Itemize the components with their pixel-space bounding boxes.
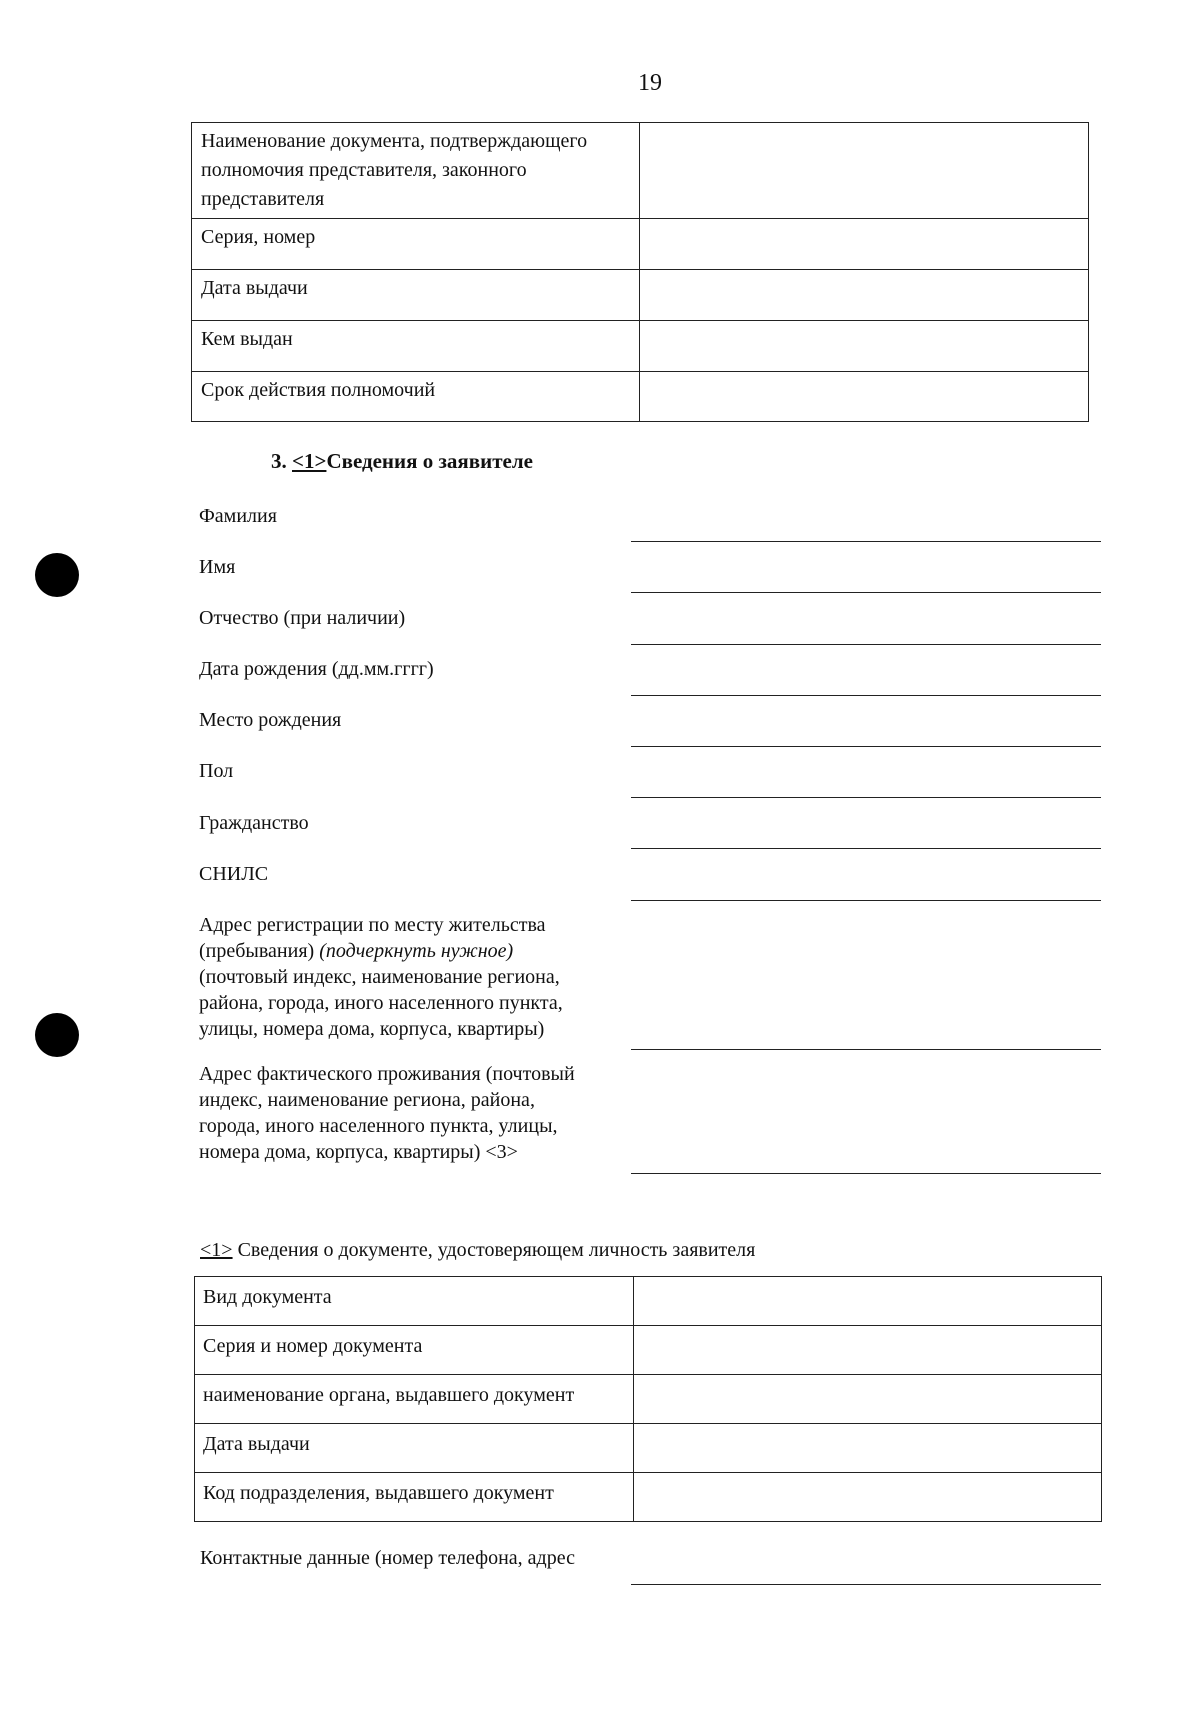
actual-address-line: номера дома, корпуса, квартиры) <3>	[199, 1141, 518, 1163]
registration-address-line: улицы, номера дома, корпуса, квартиры)	[199, 1018, 545, 1040]
sex-label: Пол	[199, 760, 234, 782]
actual-address-line: города, иного населенного пункта, улицы,	[199, 1115, 558, 1137]
table-row	[192, 372, 1089, 422]
surname-label: Фамилия	[199, 505, 277, 527]
registration-address-line: Адрес регистрации по месту жительства	[199, 914, 546, 936]
table-cell-value[interactable]	[640, 270, 1089, 321]
actual-address-field[interactable]	[631, 1173, 1101, 1174]
id-document-table	[194, 1276, 1102, 1522]
registration-address-line: (почтовый индекс, наименование региона,	[199, 966, 560, 988]
page-number: 19	[638, 70, 662, 96]
birth-place-field[interactable]	[631, 746, 1101, 747]
birth-date-label: Дата рождения (дд.мм.гггг)	[199, 658, 434, 680]
citizenship-field[interactable]	[631, 848, 1101, 849]
table-cell-value[interactable]	[640, 372, 1089, 422]
registration-address-field[interactable]	[631, 1049, 1101, 1050]
citizenship-label: Гражданство	[199, 812, 309, 834]
id-document-note-text: Сведения о документе, удостоверяющем личность заявителя	[232, 1239, 756, 1261]
table-row	[192, 270, 1089, 321]
first-name-field[interactable]	[631, 592, 1101, 593]
punch-hole-top	[35, 553, 79, 597]
surname-field[interactable]	[631, 541, 1101, 542]
table-cell-value[interactable]	[634, 1326, 1102, 1375]
actual-address-line: индекс, наименование региона, района,	[199, 1089, 535, 1111]
patronymic-field[interactable]	[631, 644, 1101, 645]
table-cell-label: Наименование документа, подтверждающего полномочия представителя, законного представителя	[192, 123, 640, 219]
table-row	[195, 1326, 1102, 1375]
birth-place-label: Место рождения	[199, 709, 342, 731]
patronymic-label: Отчество (при наличии)	[199, 607, 406, 629]
table-row	[195, 1424, 1102, 1473]
table-cell-label: наименование органа, выдавшего документ	[195, 1375, 634, 1424]
table-cell-label: Дата выдачи	[192, 270, 640, 321]
table-cell-value[interactable]	[634, 1473, 1102, 1522]
sex-field[interactable]	[631, 797, 1101, 798]
table-cell-label: Серия, номер	[192, 219, 640, 270]
snils-field[interactable]	[631, 900, 1101, 901]
table-cell-value[interactable]	[634, 1424, 1102, 1473]
contacts-label: Контактные данные (номер телефона, адрес	[200, 1547, 575, 1569]
representative-document-table	[191, 122, 1089, 422]
actual-address-line: Адрес фактического проживания (почтовый	[199, 1063, 575, 1085]
table-cell-value[interactable]	[640, 219, 1089, 270]
section-number: 3.	[271, 449, 287, 473]
registration-address-text: (пребывания)	[199, 940, 320, 962]
registration-address-line: района, города, иного населенного пункта,	[199, 992, 563, 1014]
punch-hole-bottom	[35, 1013, 79, 1057]
section-title-text: Сведения о заявителе	[326, 449, 533, 473]
underline-hint: (подчеркнуть нужное)	[319, 940, 514, 962]
table-row	[192, 219, 1089, 270]
table-cell-label: Дата выдачи	[195, 1424, 634, 1473]
actual-address-label	[199, 1061, 629, 1165]
section-title	[271, 449, 533, 474]
registration-address-line	[199, 938, 629, 964]
table-cell-label: Серия и номер документа	[195, 1326, 634, 1375]
table-cell-label: Вид документа	[195, 1277, 634, 1326]
table-row	[192, 321, 1089, 372]
table-cell-value[interactable]	[634, 1277, 1102, 1326]
first-name-label: Имя	[199, 556, 236, 578]
snils-label: СНИЛС	[199, 863, 269, 885]
footnote-ref: <1>	[200, 1239, 233, 1261]
table-cell-value[interactable]	[640, 321, 1089, 372]
table-cell-value[interactable]	[640, 123, 1089, 219]
table-cell-label: Код подразделения, выдавшего документ	[195, 1473, 634, 1522]
table-row	[195, 1277, 1102, 1326]
contacts-field[interactable]	[631, 1584, 1101, 1585]
id-document-note	[200, 1239, 755, 1262]
footnote-ref: <1>	[292, 449, 327, 473]
registration-address-label	[199, 912, 629, 1042]
table-row	[192, 123, 1089, 219]
table-cell-label: Кем выдан	[192, 321, 640, 372]
birth-date-field[interactable]	[631, 695, 1101, 696]
table-cell-value[interactable]	[634, 1375, 1102, 1424]
table-cell-label: Срок действия полномочий	[192, 372, 640, 422]
table-row	[195, 1473, 1102, 1522]
table-row	[195, 1375, 1102, 1424]
